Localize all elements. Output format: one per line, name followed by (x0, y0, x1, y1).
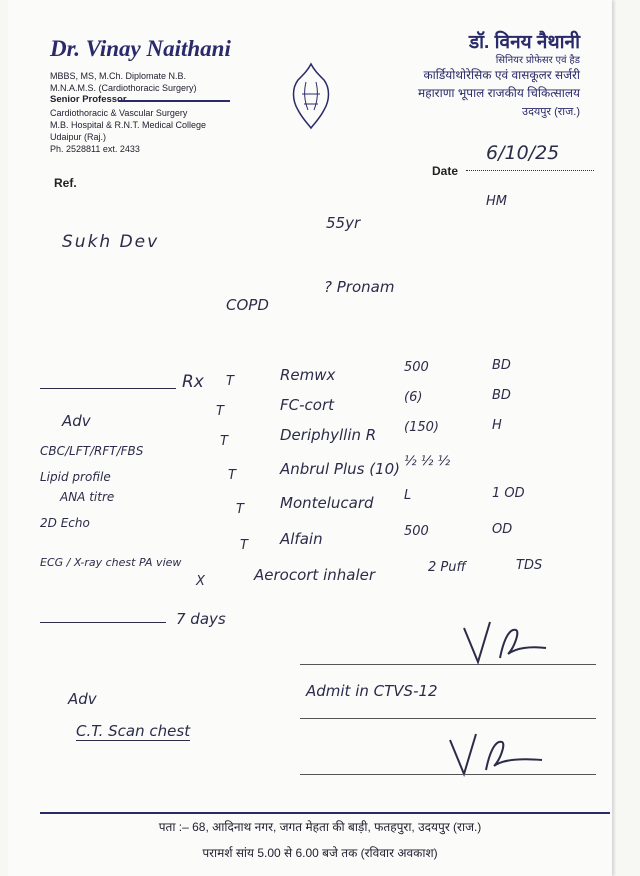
rx-item-drug: Anbrul Plus (10) (280, 460, 400, 478)
diagnosis: COPD (226, 296, 269, 314)
doctor-name-hindi: डॉ. विनय नैथानी (468, 32, 580, 53)
rx-item-drug: Aerocort inhaler (254, 566, 376, 584)
title-hindi: सिनियर प्रोफेसर एवं हैड (495, 55, 580, 66)
degrees: MBBS, MS, M.Ch. Diplomate N.B. (50, 71, 187, 81)
rx-item-dose: (150) (404, 420, 439, 435)
heart-emblem-icon (288, 60, 334, 132)
rx-item-mark: T (226, 374, 234, 389)
separator-line (300, 664, 596, 665)
department: Cardiothoracic & Vascular Surgery (50, 108, 188, 118)
rx-item-dose: 500 (404, 360, 429, 375)
advice-test-item: 2D Echo (40, 516, 90, 530)
rx-item-dose: (6) (404, 390, 423, 405)
signature-line (300, 774, 596, 775)
patient-name: Sukh Dev (62, 232, 160, 252)
hospital: M.B. Hospital & R.N.T. Medical College (50, 120, 207, 130)
rx-item-mark: X (196, 574, 205, 589)
date-label: Date (432, 164, 459, 178)
phone: Ph. 2528811 ext. 2433 (50, 144, 140, 154)
rx-item-mark: T (220, 434, 228, 449)
rx-item-dose: L (404, 488, 412, 503)
rx-item-frequency: OD (492, 522, 513, 537)
duration: 7 days (176, 610, 226, 628)
rx-arrow-line (40, 388, 176, 389)
date-line (466, 170, 594, 171)
admit-note: Admit in CTVS-12 (306, 682, 438, 700)
rx-item-drug: Alfain (280, 530, 323, 548)
duration-line (40, 622, 166, 623)
rx-item-drug: Montelucard (280, 494, 374, 512)
rx-item-dose: ½ ½ ½ (404, 454, 451, 469)
rx-item-drug: FC-cort (280, 396, 334, 414)
rx-item-mark: T (236, 502, 244, 517)
rx-item-mark: T (216, 404, 224, 419)
signature-icon (460, 618, 550, 666)
footer-divider (40, 812, 610, 814)
senior-underline (118, 100, 230, 102)
diagnosis-query: ? Pronam (324, 278, 395, 296)
rx-item-mark: T (228, 468, 236, 483)
advice-test-item: CBC/LFT/RFT/FBS (40, 444, 144, 458)
rx-item-drug: Deriphyllin R (280, 426, 377, 444)
patient-sex: HM (486, 194, 507, 209)
city: Udaipur (Raj.) (50, 132, 107, 142)
membership: M.N.A.M.S. (Cardiothoracic Surgery) (50, 83, 197, 93)
signature-icon (446, 730, 546, 778)
advice-test-item: ECG / X-ray chest PA view (40, 556, 182, 569)
advice-test-item: ANA titre (60, 490, 115, 504)
hospital-hindi: महाराणा भूपाल राजकीय चिकित्सालय (418, 86, 580, 100)
rx-item-drug: Remwx (280, 366, 336, 384)
date-value: 6/10/25 (486, 142, 560, 164)
rx-item-dose: 2 Puff (428, 560, 466, 575)
advice-label: Adv (62, 412, 91, 430)
patient-age: 55yr (326, 214, 361, 232)
footer-address: पता :– 68, आदिनाथ नगर, जगत मेहता की बाड़ी, फतहपुरा, उदयपुर (राज.) (158, 820, 482, 834)
rx-item-mark: T (240, 538, 248, 553)
rx-item-frequency: BD (492, 358, 511, 373)
doctor-name: Dr. Vinay Naithani (50, 36, 231, 61)
senior-professor-label: Senior Professor (50, 94, 127, 105)
rx-item-frequency: H (492, 418, 502, 433)
rx-item-frequency: 1 OD (492, 486, 525, 501)
ref-label: Ref. (54, 176, 77, 190)
rx-item-dose: 500 (404, 524, 429, 539)
rx-item-frequency: TDS (516, 558, 543, 573)
advice2-text: C.T. Scan chest (76, 722, 191, 740)
rx-item-frequency: BD (492, 388, 511, 403)
advice2-label: Adv (68, 690, 97, 708)
rx-symbol: Rx (182, 372, 204, 392)
footer-hours: परामर्श सांय 5.00 से 6.00 बजे तक (रविवार अवकाश) (202, 846, 438, 860)
department-hindi: कार्डियोथोरेसिक एवं वासकूलर सर्जरी (423, 68, 580, 82)
advice-test-item: Lipid profile (40, 470, 111, 484)
city-hindi: उदयपुर (राज.) (522, 106, 580, 118)
admit-underline (300, 718, 596, 719)
